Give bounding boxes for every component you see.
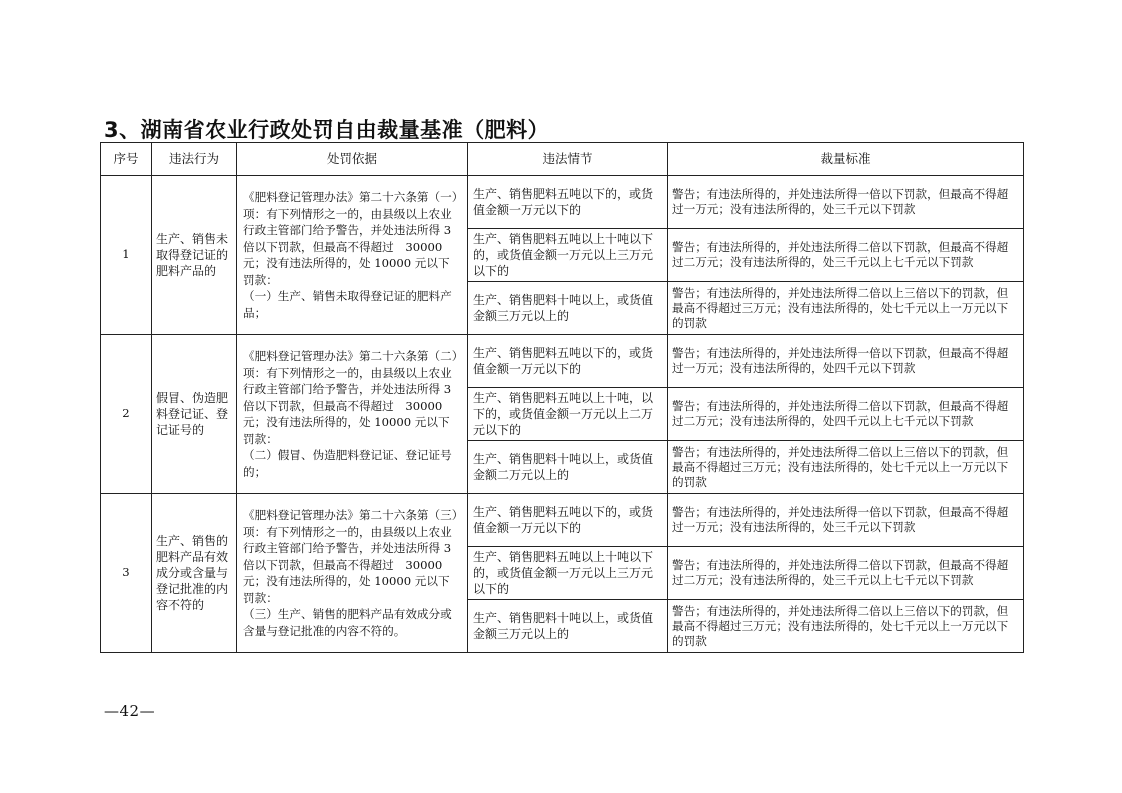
circumstance-cell: 生产、销售肥料五吨以上十吨以下的，或货值金额一万元以上三万元以下的 — [468, 547, 668, 600]
basis-main-text: 《肥料登记管理办法》第二十六条第（二）项：有下列情形之一的，由县级以上农业行政主管部门给予警告，并处违法所得 3 倍以下罚款，但最高不得超过 30000 元；没有违法所得的，处 10000 元以下罚款： — [243, 349, 458, 446]
violation-cell: 生产、销售未取得登记证的肥料产品的 — [152, 176, 237, 335]
basis-item-text: （一）生产、销售未取得登记证的肥料产品； — [243, 289, 452, 320]
table-row — [101, 176, 1024, 229]
basis-main-text: 《肥料登记管理办法》第二十六条第（一）项：有下列情形之一的，由县级以上农业行政主管部门给予警告，并处违法所得 3 倍以下罚款，但最高不得超过 30000 元；没有违法所得的，处 10000 元以下罚款： — [243, 190, 458, 287]
standard-cell: 警告；有违法所得的，并处违法所得二倍以下罚款，但最高不得超过二万元；没有违法所得的，处三千元以上七千元以下罚款 — [668, 547, 1024, 600]
basis-cell — [237, 335, 468, 494]
violation-cell: 生产、销售的肥料产品有效成分或含量与登记批准的内容不符的 — [152, 494, 237, 653]
table-header-row — [101, 143, 1024, 176]
basis-cell — [237, 176, 468, 335]
basis-cell — [237, 494, 468, 653]
row-number-cell: 2 — [101, 335, 152, 494]
standard-cell: 警告；有违法所得的，并处违法所得二倍以下罚款，但最高不得超过二万元；没有违法所得的，处三千元以上七千元以下罚款 — [668, 229, 1024, 282]
circumstance-cell: 生产、销售肥料十吨以上，或货值金额三万元以上的 — [468, 282, 668, 335]
table-row — [101, 335, 1024, 388]
circumstance-cell: 生产、销售肥料五吨以下的，或货值金额一万元以下的 — [468, 494, 668, 547]
violation-cell: 假冒、伪造肥料登记证、登记证号的 — [152, 335, 237, 494]
header-cell-basis: 处罚依据 — [237, 143, 468, 176]
page-number: —42— — [104, 702, 156, 720]
circumstance-cell: 生产、销售肥料五吨以上十吨，以下的，或货值金额一万元以上二万元以下的 — [468, 388, 668, 441]
standard-cell: 警告；有违法所得的，并处违法所得一倍以下罚款，但最高不得超过一万元；没有违法所得的，处三千元以下罚款 — [668, 494, 1024, 547]
standard-cell: 警告；有违法所得的，并处违法所得一倍以下罚款，但最高不得超过一万元；没有违法所得的，处四千元以下罚款 — [668, 335, 1024, 388]
circumstance-cell: 生产、销售肥料五吨以上十吨以下的，或货值金额一万元以上三万元以下的 — [468, 229, 668, 282]
table-row — [101, 494, 1024, 547]
basis-main-text: 《肥料登记管理办法》第二十六条第（三）项：有下列情形之一的，由县级以上农业行政主管部门给予警告，并处违法所得 3 倍以下罚款，但最高不得超过 30000 元；没有违法所得的，处 10000 元以下罚款： — [243, 508, 458, 605]
header-cell-violation: 违法行为 — [152, 143, 237, 176]
header-cell-number: 序号 — [101, 143, 152, 176]
circumstance-cell: 生产、销售肥料十吨以上，或货值金额三万元以上的 — [468, 600, 668, 653]
table-body — [101, 176, 1024, 653]
basis-item-text: （三）生产、销售的肥料产品有效成分或含量与登记批准的内容不符的。 — [243, 607, 452, 638]
circumstance-cell: 生产、销售肥料五吨以下的，或货值金额一万元以下的 — [468, 335, 668, 388]
basis-item-text: （二）假冒、伪造肥料登记证、登记证号的； — [243, 448, 452, 479]
header-cell-circumstance: 违法情节 — [468, 143, 668, 176]
standard-cell: 警告；有违法所得的，并处违法所得二倍以上三倍以下的罚款，但最高不得超过三万元；没有违法所得的，处七千元以上一万元以下的罚款 — [668, 441, 1024, 494]
row-number-cell: 1 — [101, 176, 152, 335]
header-cell-standard: 裁量标准 — [668, 143, 1024, 176]
discretion-table — [100, 142, 1024, 653]
row-number-cell: 3 — [101, 494, 152, 653]
standard-cell: 警告；有违法所得的，并处违法所得二倍以上三倍以下的罚款，但最高不得超过三万元；没有违法所得的，处七千元以上一万元以下的罚款 — [668, 600, 1024, 653]
circumstance-cell: 生产、销售肥料五吨以下的，或货值金额一万元以下的 — [468, 176, 668, 229]
standard-cell: 警告；有违法所得的，并处违法所得二倍以下罚款，但最高不得超过二万元；没有违法所得的，处四千元以上七千元以下罚款 — [668, 388, 1024, 441]
standard-cell: 警告；有违法所得的，并处违法所得二倍以上三倍以下的罚款，但最高不得超过三万元；没有违法所得的，处七千元以上一万元以下的罚款 — [668, 282, 1024, 335]
standard-cell: 警告；有违法所得的，并处违法所得一倍以下罚款，但最高不得超过一万元；没有违法所得的，处三千元以下罚款 — [668, 176, 1024, 229]
page-title: 3、湖南省农业行政处罚自由裁量基准（肥料） — [104, 118, 550, 142]
circumstance-cell: 生产、销售肥料十吨以上，或货值金额二万元以上的 — [468, 441, 668, 494]
